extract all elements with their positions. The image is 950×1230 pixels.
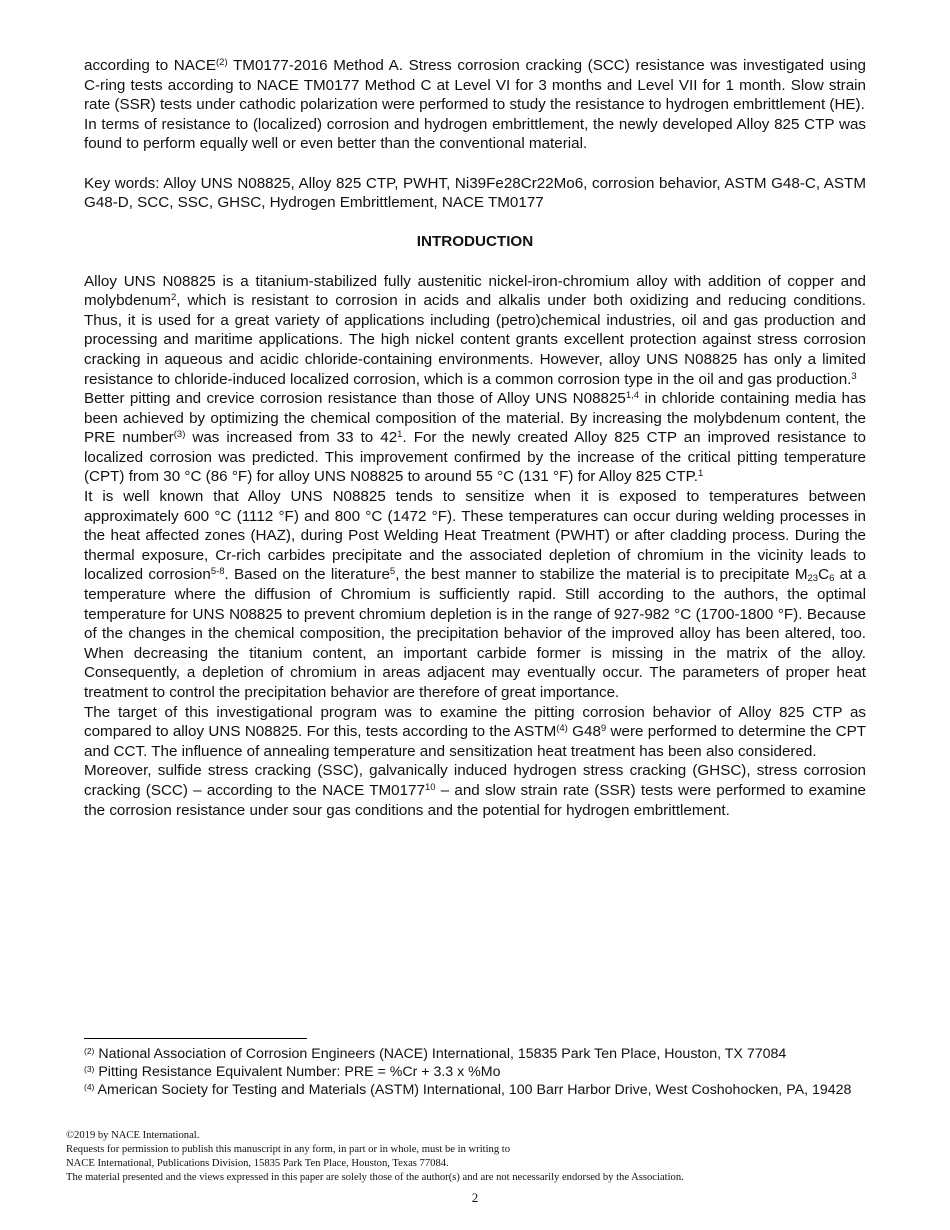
footnote-ref: (2)	[216, 57, 228, 68]
keywords: Key words: Alloy UNS N08825, Alloy 825 CTP, PWHT, Ni39Fe28Cr22Mo6, corrosion behavior, ASTM G48-C, ASTM G48-D, SCC, SSC, GHSC, Hydrogen Embrittlement, NACE TM0177	[84, 174, 866, 212]
citation: 3	[851, 370, 857, 382]
citation: 1	[397, 429, 403, 441]
footnote-divider	[84, 1038, 307, 1039]
abstract-paragraph-1: according to NACE$^{(2)}$ TM0177-2016 Method A. Stress corrosion cracking (SCC) resistance was investigated using C-ring tests according to NACE TM0177 Method C at Level VI for 3 months and Level VII for 1 month. Slow strain rate (SSR) tests under cathodic polarization were performed to study the resistance to hydrogen embrittlement (HE).	[84, 57, 867, 114]
footnotes	[84, 1045, 874, 1099]
footnote-item: $^{(2)}$ National Association of Corrosion Engineers (NACE) International, 15835 Park Ten Place, Houston, TX 77084	[84, 1046, 787, 1062]
footnote-ref: (4)	[556, 723, 568, 735]
intro-paragraph-1: Alloy UNS N08825 is a titanium-stabilized fully austenitic nickel-iron-chromium alloy with addition of copper and molybdenum$^2$, which is resistant to corrosion in acids and alkalis under both oxidizing and reducing conditions. Thus, it is used for a great variety of applications including (petro)chemical industries, oil and gas production and processing and maritime applications. The high nickel content grants excellent protection against stress corrosion cracking in aqueous and acidic chloride-containing environments. However, alloy UNS N08825 has only a limited resistance to chloride-induced localized corrosion, which is a common corrosion type in the oil and gas production.$^3$	[84, 272, 866, 388]
citation: 1	[698, 468, 704, 480]
abstract-paragraph-2: In terms of resistance to (localized) corrosion and hydrogen embrittlement, the newly developed Alloy 825 CTP was found to perform equally well or even better than the conventional material.	[84, 115, 866, 153]
citation: 1,4	[625, 390, 640, 402]
intro-paragraph-5: Moreover, sulfide stress cracking (SSC), galvanically induced hydrogen stress cracking (GHSC), stress corrosion cracking (SCC) – according to the NACE TM0177$^{10}$ – and slow strain rate (SSR) tests were performed to examine the corrosion resistance under sour gas conditions and the potential for hydrogen embrittlement.	[84, 762, 866, 819]
citation: 2	[170, 292, 177, 304]
copyright-line: Requests for permission to publish this manuscript in any form, in part or in whole, must be in writing to	[66, 1144, 511, 1155]
copyright-line: ©2019 by NACE International.	[66, 1130, 200, 1141]
citation: 9	[600, 723, 607, 735]
footnote-item: $^{(3)}$ Pitting Resistance Equivalent Number: PRE = %Cr + 3.3 x %Mo	[84, 1064, 501, 1080]
main-text-column	[84, 56, 866, 820]
copyright-line: NACE International, Publications Division, 15835 Park Ten Place, Houston, Texas 77084.	[66, 1158, 449, 1169]
subscript: 23	[807, 573, 819, 585]
intro-paragraph-4: The target of this investigational program was to examine the pitting corrosion behavior of Alloy 825 CTP as compared to alloy UNS N08825. For this, tests according to the ASTM$^{(4)}$ $G48^9$ were performed to determine the CPT and CCT. The influence of annealing temperature and sensitization heat treatment has been also considered.	[84, 703, 866, 760]
footnote-ref: (3)	[173, 429, 186, 441]
intro-paragraph-3: It is well known that Alloy UNS N08825 tends to sensitize when it is exposed to temperatures between approximately 600 °C (1112 °F) and 800 °C (1472 °F). These temperatures can occur during welding processes in the heat affected zones (HAZ), during Post Welding Heat Treatment (PWHT) or after cladding process. During the thermal exposure, Cr-rich carbides precipitate and the associated depletion of chromium in the vicinity leads to localized corrosion$^{5-8}$. Based on the literature$^5$, the best manner to stabilize the material is to precipitate $M_{23}C_6$ at a temperature where the diffusion of Chromium is sufficiently rapid. Still according to the authors, the optimal temperature for UNS N08825 to prevent chromium depletion is in the range of 927-982 °C (1700-1800 °F). Because of the changes in the chemical composition, the precipitation behavior of the improved alloy has been altered, too. When decreasing the titanium content, an important carbide former is missing in the matrix of the alloy. Consequently, a depletion of chromium in areas adjacent may eventually occur. The parameters of proper heat treatment to control the precipitation behavior are therefore of great importance.	[84, 488, 866, 701]
copyright-line: The material presented and the views expressed in this paper are solely those of the author(s) and are not necessarily endorsed by the Association.	[66, 1172, 684, 1183]
citation: 5	[389, 566, 396, 578]
subscript: 6	[829, 573, 835, 585]
section-heading-introduction: INTRODUCTION	[416, 233, 534, 251]
copyright-notice	[66, 1129, 886, 1185]
page-number: 2	[471, 1190, 479, 1205]
citation: 5-8	[210, 566, 225, 578]
intro-paragraph-2: Better pitting and crevice corrosion resistance than those of Alloy UNS N08825$^{1,4}$ in chloride containing media has been achieved by optimizing the chemical composition of the material. By increasing the molybdenum content, the PRE number$^{(3)}$ was increased from 33 to $42^1$. For the newly created Alloy 825 CTP an improved resistance to localized corrosion was predicted. This improvement confirmed by the increase of the critical pitting temperature (CPT) from 30 °C (86 °F) for alloy UNS N08825 to around 55 °C (131 °F) for Alloy 825 CTP.$^1$	[84, 390, 866, 486]
footnote-item: $^{(4)}$ American Society for Testing and Materials (ASTM) International, 100 Barr Harbor Drive, West Coshohocken, PA, 19428	[84, 1082, 852, 1098]
citation: 10	[424, 781, 436, 793]
